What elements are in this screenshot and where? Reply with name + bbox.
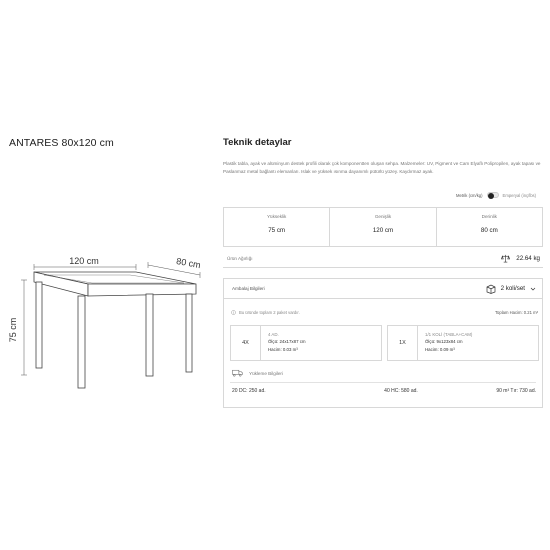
truck-icon [232,369,243,377]
packaging-section [223,278,543,408]
weight-label: Ürün Ağırlığı [227,256,253,261]
loading-divider [230,382,536,383]
packaging-count-group [486,284,536,294]
dimension-value: 75 cm [268,227,286,234]
dimension-label: Genişlik [374,214,392,219]
height-dimension-label: 75 cm [8,317,18,343]
packaging-note-group [231,310,300,315]
packaging-header [224,279,542,299]
package-name: 4 AD. [268,332,279,337]
dimension-depth [437,208,542,246]
depth-dimension-label: 80 cm [175,255,202,271]
width-dimension-label: 120 cm [69,256,99,266]
technical-details-title: Teknik detaylar [223,137,292,148]
loading-values-row [232,388,536,394]
technical-details-panel [223,137,543,394]
loading-label: Yükleme Bilgileri [249,370,283,376]
loading-truck: 90 m³ Tır: 730 ad. [496,388,536,394]
total-volume: Toplam Hacim: 0.21 m³ [494,310,538,315]
package-volume: Hacim: 0.09 m³ [425,346,455,352]
dimension-label: Derinlik [481,214,497,219]
packaging-info-row [231,310,538,315]
dimension-value: 80 cm [480,227,498,234]
package-volume: Hacim: 0.03 m³ [268,346,298,352]
package-details [261,326,306,360]
packaging-label: Ambalaj Bilgileri [232,286,265,291]
packaging-note: Bu üründe toplam 2 paket vardır. [239,310,300,315]
package-count: 1X [388,326,418,360]
table-dimension-drawing [0,240,215,410]
dimension-height [224,208,330,246]
box-icon [486,284,496,294]
loading-40hc: 40 HC: 580 ad. [384,388,418,394]
table-drawing-svg [0,240,215,410]
package-size: Ölçü: 9x123x84 cm [425,339,463,345]
product-weight-row [223,250,543,268]
unit-toggle-group [456,192,536,198]
dimension-label: Yükseklik [266,214,287,219]
packaging-count: 2 koli/set [500,285,525,292]
package-count: 4X [231,326,261,360]
package-size: Ölçü: 24x17x87 cm [268,339,306,345]
loading-20dc: 20 DC: 250 ad. [232,388,266,394]
product-description: Plastik tabla, ayak ve alüminyum destek profili olarak çok komponentten oluşan sehpa. Malzemeler: UV, Pigment ve Cam Elyaflı Polipropilen, ayak tapası ve Paslanmaz metal bağlantı elemanları. Islak ve yüksek ısınma dayanımlı pütürlü yüzey. Kaydırmaz ayak. [223,161,541,174]
toggle-knob [488,193,494,199]
weight-value: 22.64 kg [516,255,540,262]
loading-header [232,369,283,377]
dimension-value: 120 cm [372,227,394,234]
package-details [418,326,472,360]
dimensions-table [223,207,543,247]
package-name: 1/1 KOLİ (TABLA+CAM) [425,332,473,337]
package-card [387,325,539,361]
unit-toggle-switch[interactable] [487,192,499,198]
product-title: ANTARES 80x120 cm [9,137,114,149]
chevron-down-icon[interactable] [530,286,536,292]
imperial-unit-label: Emperyal (inç/lbs) [502,192,537,198]
weight-value-group [501,254,540,263]
dimension-width [330,208,436,246]
package-card [230,325,382,361]
metric-unit-label: Metrik (cm/kg) [456,192,483,198]
info-icon [231,310,236,315]
scale-icon [501,254,510,263]
